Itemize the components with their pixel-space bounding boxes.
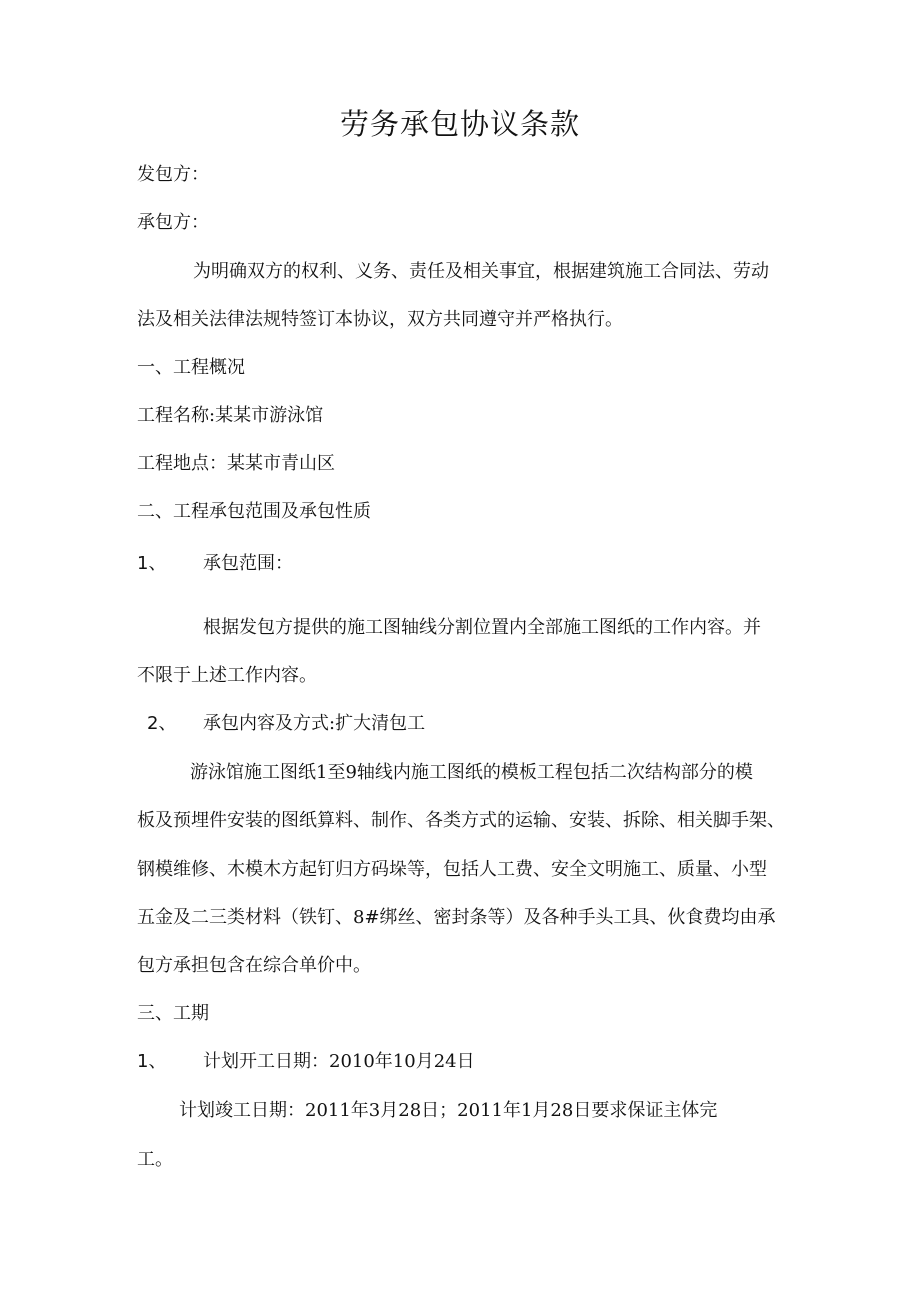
project-name: 工程名称:某某市游泳馆 [137,405,324,426]
planned-completion-line-2: 工。 [137,1149,173,1170]
section2-item2-title: 承包内容及方式:扩大清包工 [203,713,426,734]
section2-heading: 二、工程承包范围及承包性质 [137,501,371,522]
project-location: 工程地点：某某市青山区 [137,453,335,474]
content-body-line-3: 钢模维修、木模木方起钉归方码垛等，包括人工费、安全文明施工、质量、小型 [137,859,767,880]
content-body-line-2: 板及预埋件安装的图纸算料、制作、各类方式的运输、安装、拆除、相关脚手架、 [137,810,785,831]
section3-item1-number: 1、 [137,1051,167,1072]
content-body-line-4: 五金及二三类材料（铁钉、8#绑丝、密封条等）及各种手头工具、伙食费均由承 [137,907,776,928]
intro-line-2: 法及相关法律法规特签订本协议，双方共同遵守并严格执行。 [137,309,623,330]
section1-heading: 一、工程概况 [137,357,245,378]
section2-item1-number: 1、 [137,553,167,574]
section2-item1-title: 承包范围： [203,553,293,574]
scope-body-line-2: 不限于上述工作内容。 [137,665,317,686]
content-body-line-5: 包方承担包含在综合单价中。 [137,955,371,976]
planned-start-date: 计划开工日期：2010年10月24日 [203,1051,475,1072]
section3-heading: 三、工期 [137,1003,209,1024]
party-a-label: 发包方： [137,164,209,185]
planned-completion-line-1: 计划竣工日期：2011年3月28日；2011年1月28日要求保证主体完 [179,1100,718,1121]
party-b-label: 承包方： [137,212,209,233]
section2-item2-number: 2、 [147,713,177,734]
content-body-line-1: 游泳馆施工图纸1至9轴线内施工图纸的模板工程包括二次结构部分的模 [190,762,753,783]
scope-body-line-1: 根据发包方提供的施工图轴线分割位置内全部施工图纸的工作内容。并 [203,617,761,638]
intro-line-1: 为明确双方的权利、义务、责任及相关事宜，根据建筑施工合同法、劳动 [193,261,769,282]
document-title: 劳务承包协议条款 [339,107,580,141]
